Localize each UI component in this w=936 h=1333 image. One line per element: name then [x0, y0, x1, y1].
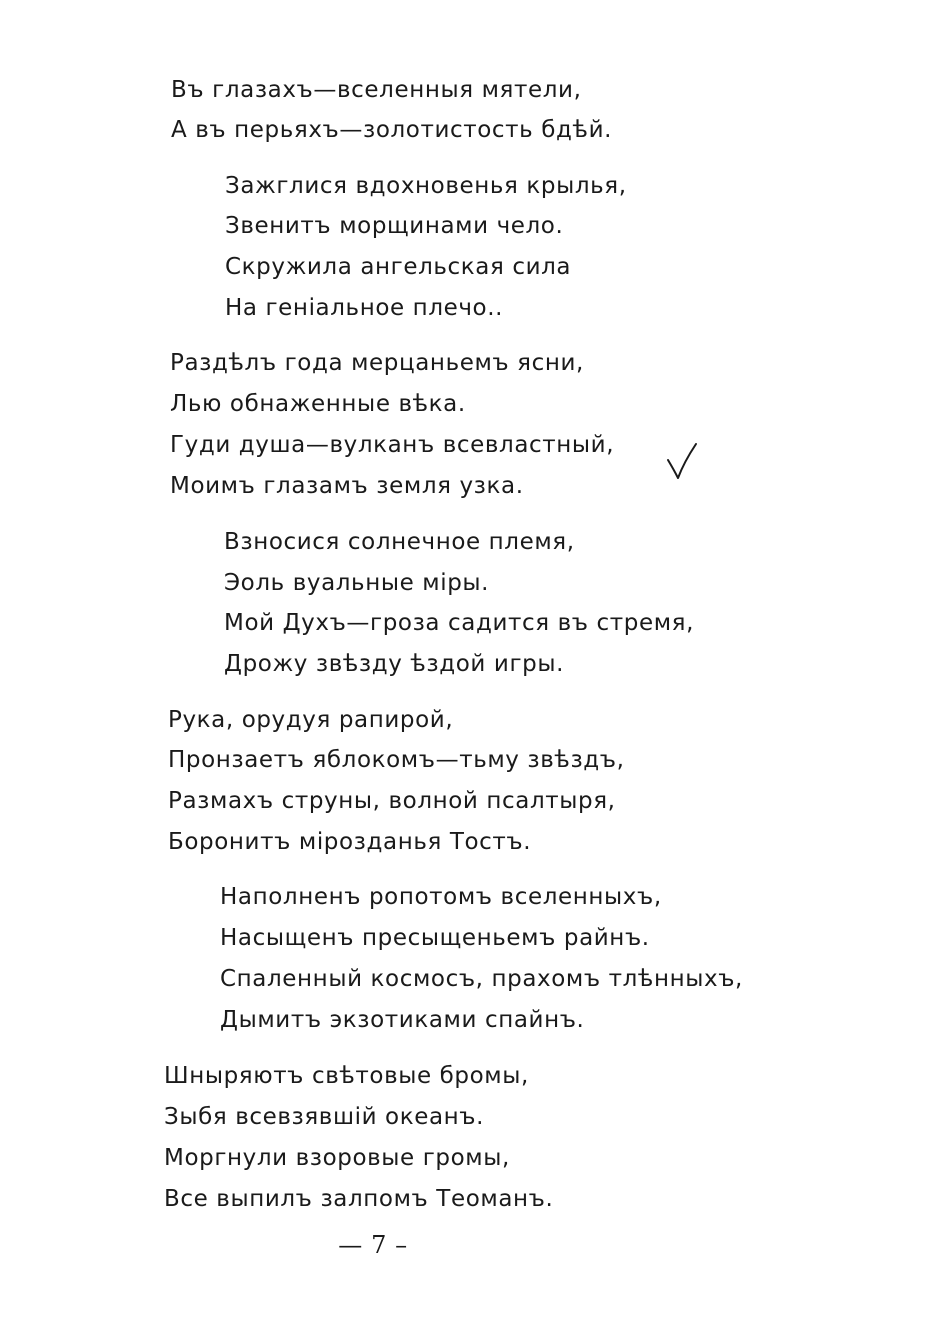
poem-line: Эоль вуальные міры.: [224, 570, 490, 596]
poem-line: Скружила ангельская сила: [225, 254, 572, 280]
poem-line: Рука, орудуя рапирой,: [168, 707, 454, 733]
poem-line: Спаленный космосъ, прахомъ тлѣнныхъ,: [220, 966, 743, 992]
poem-line: Мой Духъ—гроза садится въ стремя,: [224, 610, 694, 636]
poem-line: Боронитъ мірозданья Тостъ.: [168, 829, 532, 855]
poem-line: Моргнули взоровые громы,: [164, 1145, 510, 1171]
poem-line: Моимъ глазамъ земля узка.: [170, 473, 524, 499]
poem-line: Насыщенъ пресыщеньемъ райнъ.: [220, 925, 650, 951]
poem-line: Наполненъ ропотомъ вселенныхъ,: [220, 884, 662, 910]
poem-line: Гуди душа—вулканъ всевластный,: [170, 432, 615, 458]
poem-line: На геніальное плечо..: [225, 295, 504, 321]
poem-line: Размахъ струны, волной псалтыря,: [168, 788, 616, 814]
poem-line: Раздѣлъ года мерцаньемъ ясни,: [170, 350, 584, 376]
poem-line: Дрожу звѣзду ѣздой игры.: [224, 651, 564, 677]
poem-line: Зыбя всевзявшій океанъ.: [164, 1104, 485, 1130]
poem-line: Все выпилъ залпомъ Теоманъ.: [164, 1186, 554, 1212]
poem-line: А въ перьяхъ—золотистость бдѣй.: [171, 117, 613, 143]
poem-line: Шныряютъ свѣтовые бромы,: [164, 1063, 529, 1089]
poem-line: Пронзаетъ яблокомъ—тьму звѣздъ,: [168, 747, 625, 773]
poem-line: Въ глазахъ—вселенныя мятели,: [171, 77, 582, 103]
poem-line: Зажглися вдохновенья крылья,: [225, 173, 627, 199]
check-mark-icon: [664, 440, 700, 482]
page-number: — 7 –: [338, 1231, 408, 1259]
poem-line: Взносися солнечное племя,: [224, 529, 575, 555]
poem-line: Лью обнаженные вѣка.: [170, 391, 466, 417]
poem-line: Звенитъ морщинами чело.: [225, 213, 564, 239]
poem-line: Дымитъ экзотиками спайнъ.: [220, 1007, 585, 1033]
